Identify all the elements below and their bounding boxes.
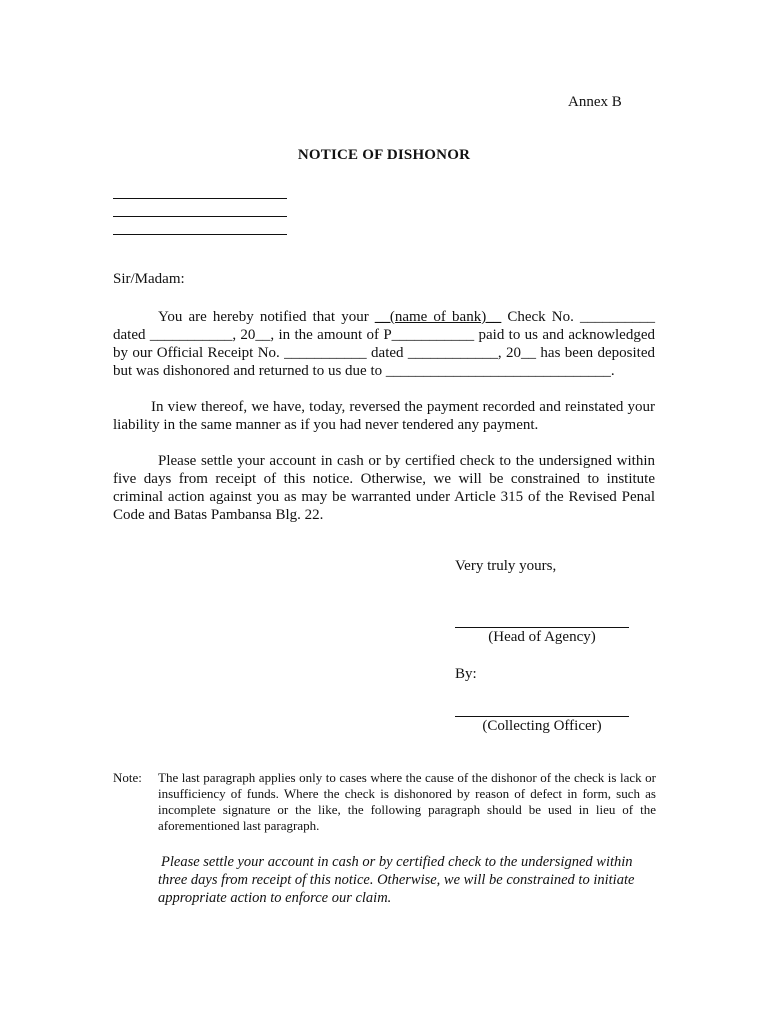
paragraph1-text-c: . bbox=[610, 363, 615, 379]
bank-name-field: __(name of bank)__ bbox=[374, 309, 502, 325]
paragraph-settlement bbox=[113, 452, 655, 524]
signatory-collecting-officer: (Collecting Officer) bbox=[482, 718, 602, 734]
by-label: By: bbox=[455, 666, 477, 682]
addressee-line-2 bbox=[113, 216, 287, 217]
paragraph-notification bbox=[113, 308, 655, 380]
note-label: Note: bbox=[113, 770, 142, 785]
signature-line-head bbox=[455, 627, 629, 628]
reason-field: ______________________________ bbox=[385, 363, 611, 379]
alternative-paragraph: Please settle your account in cash or by certified check to the undersigned within three days from receipt of this notice. Otherwise, we will be constrained to initiate appropriate action to enforce our claim. bbox=[158, 854, 635, 906]
signature-line-officer bbox=[455, 716, 629, 717]
valediction: Very truly yours, bbox=[455, 558, 557, 574]
document-title: NOTICE OF DISHONOR bbox=[297, 147, 471, 163]
note-text: The last paragraph applies only to cases where the cause of the dishonor of the check is lack or insufficiency of funds. Where the check is dishonored by reason of defect in form, such as incomplete signature or the like, the following paragraph should be used in lieu of the aforementioned last paragraph. bbox=[158, 770, 656, 833]
addressee-line-1 bbox=[113, 198, 287, 199]
paragraph2-text: In view thereof, we have, today, reversed the payment recorded and reinstated your liability in the same manner as if you had never tendered any payment. bbox=[113, 399, 655, 433]
paragraph-reversal bbox=[113, 398, 655, 434]
annex-label: Annex B bbox=[568, 94, 622, 110]
paragraph1-text-b: Check No. __________ dated ___________, 20__, in the amount of P___________ paid to us and acknowledged by our Official Receipt No. ___________ dated ____________, 20__ has been deposited but was dishonored and returned to us due to bbox=[113, 309, 655, 379]
paragraph3-text: Please settle your account in cash or by certified check to the undersigned within five days from receipt of this notice. Otherwise, we will be constrained to institute criminal action against you as may be warranted under Article 315 of the Revised Penal Code and Batas Pambansa Blg. 22. bbox=[113, 453, 655, 523]
salutation: Sir/Madam: bbox=[113, 271, 185, 287]
addressee-line-3 bbox=[113, 234, 287, 235]
paragraph1-text-a: You are hereby notified that your bbox=[158, 309, 375, 325]
signatory-head-of-agency: (Head of Agency) bbox=[488, 629, 596, 645]
